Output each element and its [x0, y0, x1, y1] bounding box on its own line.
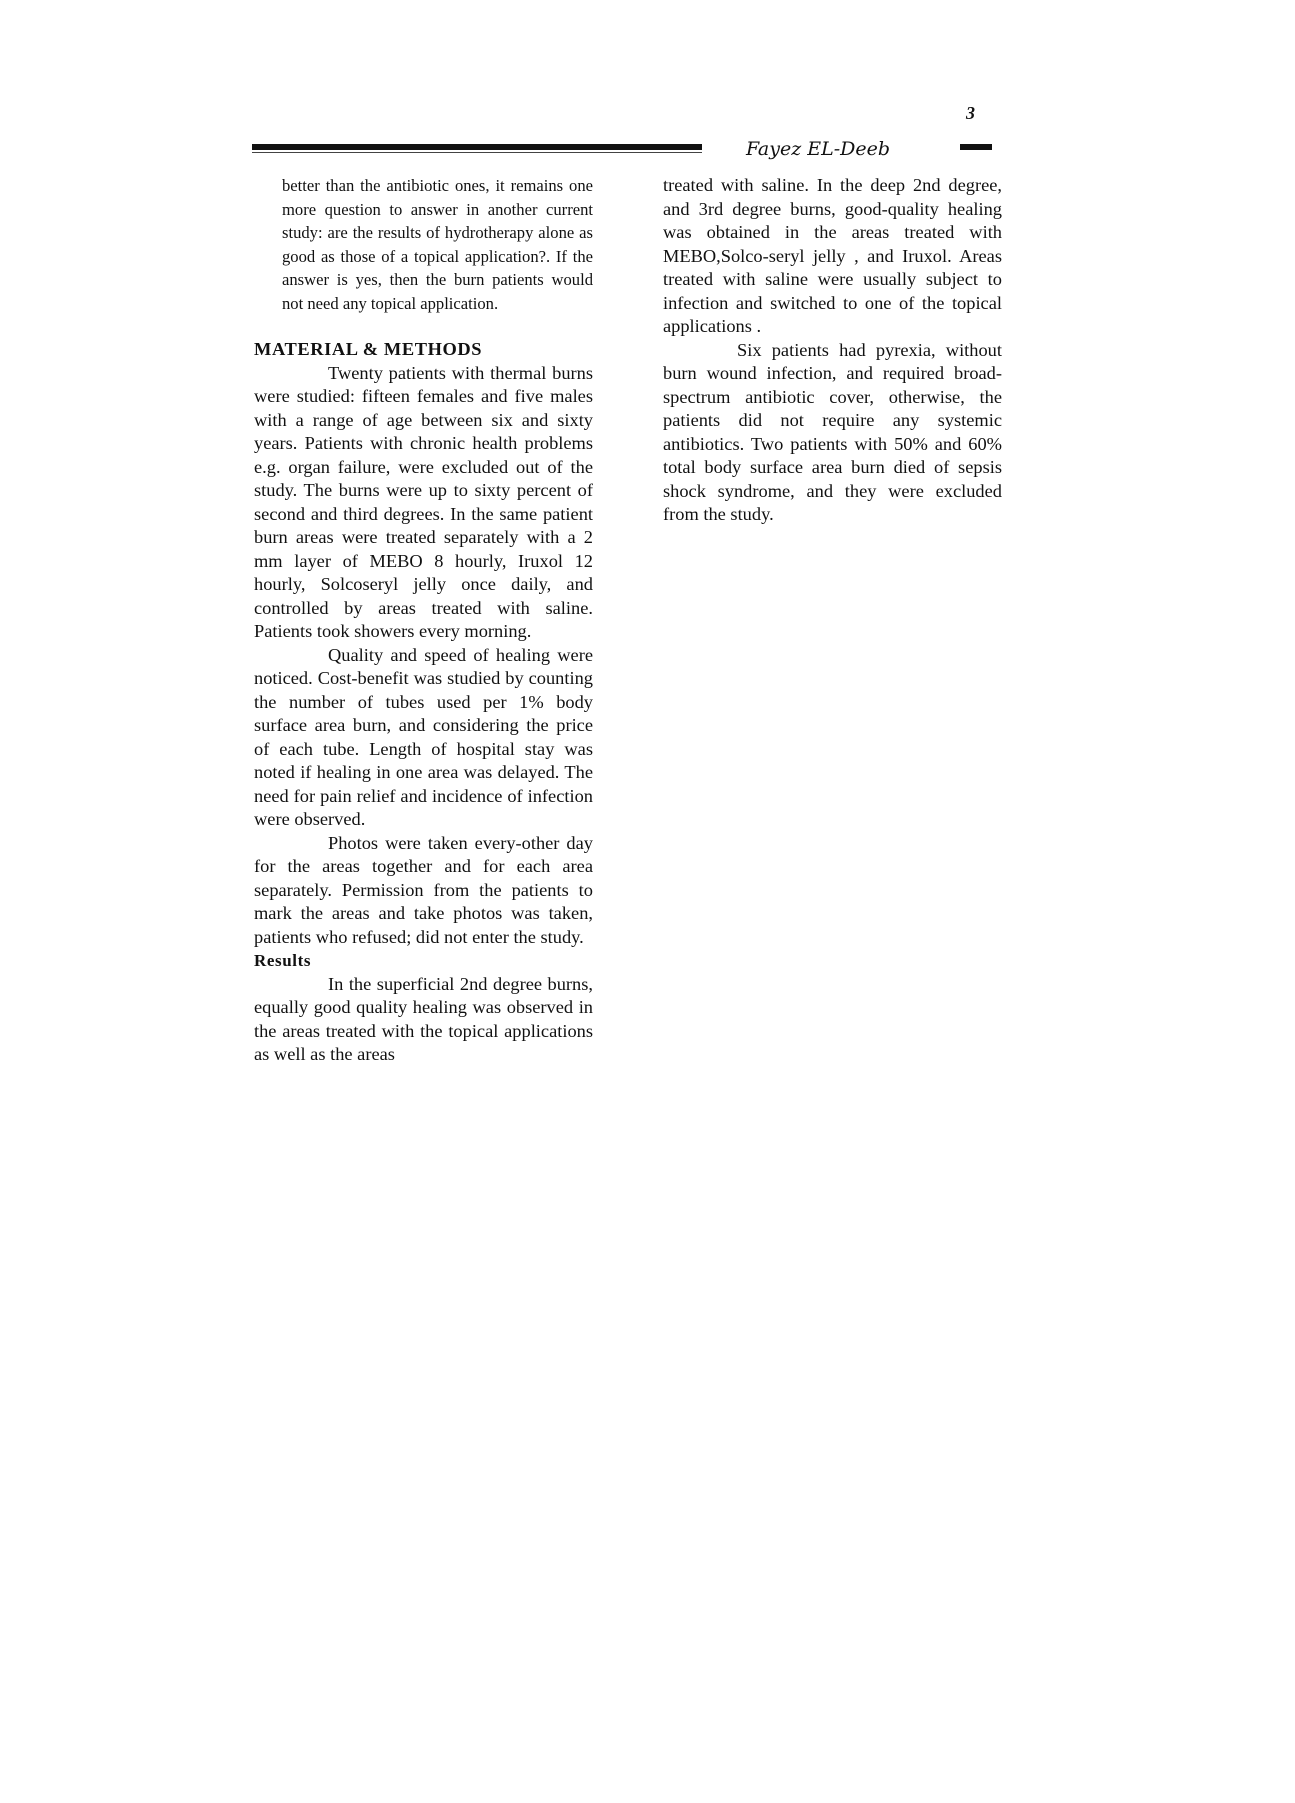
left-column [254, 174, 593, 1067]
header-rule-thin [252, 152, 702, 153]
results-heading: Results [254, 951, 312, 970]
header-rule [252, 144, 702, 150]
methods-heading: MATERIAL & METHODS [254, 339, 483, 359]
header-rule-short [960, 144, 992, 150]
methods-paragraph: Twenty patients with thermal burns were studied: fifteen females and five males with a range of age between six and sixty years. Patients with chronic health problems e.g. organ failure, were excluded out of the study. The burns were up to sixty percent of second and third degrees. In the same patient burn areas were treated separately with a 2 mm layer of MEBO 8 hourly, Iruxol 12 hourly, Solcoseryl jelly once daily, and controlled by areas treated with saline. Patients took showers every morning. [254, 362, 593, 641]
methods-paragraph: Quality and speed of healing were noticed. Cost-benefit was studied by counting the number of tubes used per 1% body surface area burn, and considering the price of each tube. Length of hospital stay was noted if healing in one area was delayed. The need for pain relief and incidence of infection were observed. [254, 644, 593, 829]
results-paragraph: In the superficial 2nd degree burns, equally good quality healing was observed in the areas treated with the topical applications as well as the areas [254, 973, 593, 1064]
methods-paragraph: Photos were taken every-other day for the areas together and for each area separately. Permission from the patients to mark the areas and take photos was taken, patients who refused; did not enter the study. [254, 832, 593, 947]
right-column [663, 174, 1002, 527]
results-paragraph-continued: treated with saline. In the deep 2nd degree, and 3rd degree burns, good-quality healing was obtained in the areas treated with MEBO,Solco-seryl jelly , and Iruxol. Areas treated with saline were usually subject to infection and switched to one of the topical applications . [663, 175, 1002, 336]
page-number: 3 [966, 103, 975, 123]
results-paragraph: Six patients had pyrexia, without burn wound infection, and required broad-spectrum antibiotic cover, otherwise, the patients did not require any systemic antibiotics. Two patients with 50% and 60% total body surface area burn died of sepsis shock syndrome, and they were excluded from the study. [663, 339, 1002, 524]
running-header-author: Fayez EL-Deeb [746, 138, 891, 160]
intro-paragraph: better than the antibiotic ones, it remains one more question to answer in another current study: are the results of hydrotherapy alone as good as those of a topical application?. If the answer is yes, then the burn patients would not need any topical application. [282, 176, 593, 313]
